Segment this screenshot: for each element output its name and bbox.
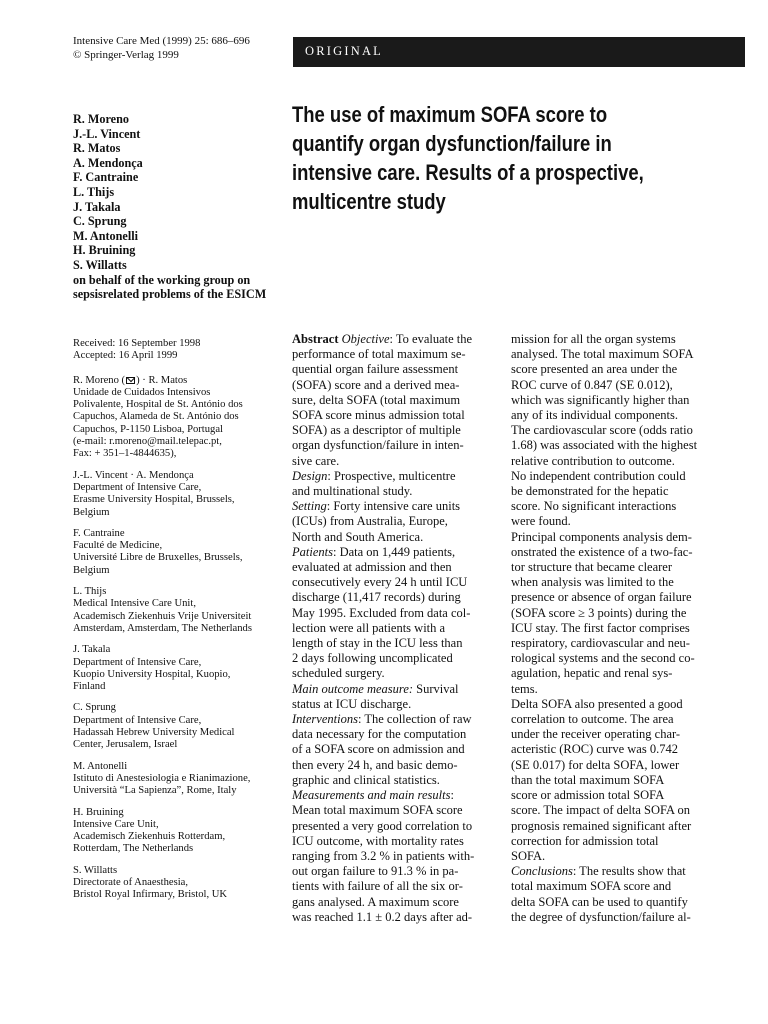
abstract-text: out organ failure to 91.3 % in pa- — [292, 864, 459, 879]
affiliation-line: Amsterdam, Amsterdam, The Netherlands — [73, 622, 252, 634]
abstract-line — [292, 545, 502, 560]
abstract-text: (SOFA score ≥ 3 points) during the — [511, 605, 687, 620]
abstract-line — [292, 530, 502, 545]
abstract-line — [511, 347, 721, 362]
abstract-text: : The collection of raw — [357, 712, 472, 727]
abstract-line — [511, 590, 721, 605]
abstract-text: presented a very good correlation to — [292, 818, 473, 833]
abstract-text: North and South America. — [292, 529, 424, 544]
abstract-text: any of its individual components. — [511, 408, 678, 423]
affiliation-authors: L. Thijs — [73, 586, 107, 598]
abstract-text: onstrated the existence of a two-fac- — [511, 544, 693, 559]
abstract-line — [511, 651, 721, 666]
affiliation-line: Rotterdam, The Netherlands — [73, 843, 194, 855]
abstract-text: then every 24 h, and basic demo- — [292, 757, 458, 772]
abstract-line — [292, 514, 502, 529]
abstract-line — [511, 454, 721, 469]
title-line: quantify organ dysfunction/failure in — [292, 131, 612, 156]
affiliation-authors: J.-L. Vincent · A. Mendonça — [73, 469, 194, 481]
abstract-line — [292, 666, 502, 681]
abstract-subheading: Main outcome measure: — [292, 681, 414, 696]
abstract-subheading: Design — [292, 468, 328, 483]
abstract-text: mission for all the organ systems — [511, 332, 676, 346]
correspondence-line: (e-mail: r.moreno@mail.telepac.pt, — [73, 436, 222, 448]
correspondence-block — [73, 375, 288, 461]
abstract-text: tor structure that became clearer — [511, 560, 673, 575]
envelope-icon — [126, 377, 135, 384]
abstract-text: May 1995. Excluded from data col- — [292, 605, 471, 620]
affiliation-block — [73, 644, 288, 693]
abstract-text: (SOFA) score and a derived mea- — [292, 377, 460, 392]
abstract-text: 1.68) was associated with the highest — [511, 438, 698, 453]
abstract-subheading: Setting — [292, 499, 327, 514]
abstract-line — [292, 910, 502, 925]
affiliation-block — [73, 702, 288, 751]
abstract-text: under the receiver operating char- — [511, 727, 681, 742]
abstract-text: when analysis was limited to the — [511, 575, 674, 590]
affiliation-line: Medical Intensive Care Unit, — [73, 598, 196, 610]
abstract-heading: Abstract — [292, 332, 342, 346]
section-label: ORIGINAL — [305, 44, 384, 58]
abstract-text: quential organ failure assessment — [292, 362, 459, 377]
abstract-text: : The results show that — [572, 864, 686, 879]
abstract-text: scheduled surgery. — [292, 666, 385, 681]
abstract-text: presence or absence of organ failure — [511, 590, 692, 605]
affiliation-line: Faculté de Medicine, — [73, 540, 163, 552]
affiliation-authors: F. Cantraine — [73, 527, 125, 539]
abstract-text: (ICUs) from Australia, Europe, — [292, 514, 448, 529]
abstract-line — [511, 727, 721, 742]
abstract-line — [511, 910, 721, 925]
abstract-text: be demonstrated for the hepatic — [511, 484, 669, 499]
abstract-text: ROC curve of 0.847 (SE 0.012), — [511, 377, 673, 392]
affiliation-line: Bristol Royal Infirmary, Bristol, UK — [73, 889, 228, 901]
author-name: sepsisrelated problems of the ESICM — [73, 287, 267, 302]
abstract-text: : — [450, 788, 454, 803]
abstract-text: was reached 1.1 ± 0.2 days after ad- — [292, 909, 473, 924]
abstract-line — [292, 879, 502, 894]
abstract-line — [292, 332, 502, 347]
abstract-line — [511, 666, 721, 681]
abstract-text: relative contribution to outcome. — [511, 453, 675, 468]
author-name: F. Cantraine — [73, 170, 139, 185]
affiliation-line: Istituto di Anestesiologia e Rianimazione, — [73, 772, 251, 784]
abstract-line — [511, 514, 721, 529]
abstract-text: agulation, hepatic and renal sys- — [511, 666, 673, 681]
abstract-line — [511, 758, 721, 773]
author-name: J.-L. Vincent — [73, 126, 141, 141]
abstract-line — [292, 347, 502, 362]
title-line: intensive care. Results of a prospective, — [292, 160, 644, 185]
abstract-line — [511, 545, 721, 560]
abstract-line — [292, 590, 502, 605]
author-name: R. Matos — [73, 141, 121, 156]
abstract-line — [292, 651, 502, 666]
abstract-line — [292, 408, 502, 423]
author-name: L. Thijs — [73, 184, 115, 199]
abstract-text: tems. — [511, 681, 538, 696]
abstract-line — [292, 727, 502, 742]
abstract-text: prognosis remained significant after — [511, 818, 692, 833]
affiliation-authors: J. Takala — [73, 644, 111, 656]
abstract-text: score. No significant interactions — [511, 499, 677, 514]
abstract-line — [292, 393, 502, 408]
abstract-line — [292, 378, 502, 393]
abstract-line — [292, 895, 502, 910]
abstract-subheading: Objective — [341, 332, 390, 346]
abstract-line — [292, 773, 502, 788]
title-line: multicentre study — [292, 189, 446, 214]
abstract-text: organ dysfunction/failure in inten- — [292, 438, 464, 453]
abstract-line — [511, 484, 721, 499]
abstract-line — [511, 788, 721, 803]
article-title — [292, 100, 653, 216]
abstract-line — [511, 499, 721, 514]
abstract-subheading: Measurements and main results — [292, 788, 451, 803]
abstract-text: Delta SOFA also presented a good — [511, 696, 683, 711]
affiliation-line: Department of Intensive Care, — [73, 714, 202, 726]
abstract-line — [511, 408, 721, 423]
author-name: J. Takala — [73, 199, 121, 214]
affiliation-line: Academisch Ziekenhuis Rotterdam, — [73, 831, 226, 843]
abstract-text: gans analysed. A maximum score — [292, 894, 459, 909]
abstract-line — [292, 758, 502, 773]
affiliation-line: Belgium — [73, 564, 110, 576]
abstract-line — [511, 849, 721, 864]
abstract-line — [292, 682, 502, 697]
affiliation-line: Université Libre de Bruxelles, Brussels, — [73, 552, 243, 564]
abstract-text: than the total maximum SOFA — [511, 772, 665, 787]
abstract-text: ranging from 3.2 % in patients with- — [292, 848, 475, 863]
abstract-line — [292, 575, 502, 590]
abstract-text: : Data on 1,449 patients, — [332, 544, 456, 559]
affiliation-line: Center, Jerusalem, Israel — [73, 739, 178, 751]
affiliation-block — [73, 807, 288, 856]
affiliation-line: Academisch Ziekenhuis Vrije Universiteit — [73, 610, 252, 622]
abstract-line — [292, 819, 502, 834]
author-name: on behalf of the working group on — [73, 272, 251, 287]
abstract-line — [511, 864, 721, 879]
abstract-text: consecutively every 24 h until ICU — [292, 575, 468, 590]
abstract-text: SOFA score minus admission total — [292, 408, 465, 423]
abstract-text: sure, delta SOFA (total maximum — [292, 392, 461, 407]
journal-info — [73, 34, 250, 62]
abstract-subheading: Patients — [292, 544, 333, 559]
affiliation-block — [73, 528, 288, 577]
abstract-text: respiratory, cardiovascular and neu- — [511, 636, 690, 651]
abstract-text: : Forty intensive care units — [326, 499, 461, 514]
abstract-text: sive care. — [292, 453, 340, 468]
abstract-text: graphic and clinical statistics. — [292, 772, 440, 787]
abstract-text: the degree of dysfunction/failure al- — [511, 909, 691, 924]
abstract-line — [511, 803, 721, 818]
abstract-line — [292, 712, 502, 727]
affiliation-line: Belgium — [73, 506, 110, 518]
copyright-line: © Springer-Verlag 1999 — [73, 49, 179, 61]
abstract-line — [511, 712, 721, 727]
abstract-text: performance of total maximum se- — [292, 347, 466, 362]
author-list — [73, 112, 288, 302]
abstract-line — [292, 454, 502, 469]
affiliation-line: Hadassah Hebrew University Medical — [73, 727, 235, 739]
abstract-line — [511, 773, 721, 788]
affiliation-block — [73, 761, 288, 798]
abstract-text: ICU stay. The first factor comprises — [511, 620, 690, 635]
abstract-line — [511, 895, 721, 910]
abstract-text: score. The impact of delta SOFA on — [511, 803, 691, 818]
abstract-line — [292, 560, 502, 575]
abstract-line — [511, 469, 721, 484]
abstract-text: of a SOFA score on admission and — [292, 742, 465, 757]
abstract-text: ICU outcome, with mortality rates — [292, 833, 464, 848]
abstract-text: SOFA. — [511, 848, 546, 863]
abstract-text: Survival — [413, 681, 459, 696]
abstract-line — [511, 575, 721, 590]
abstract-text: and multinational study. — [292, 484, 413, 499]
affiliation-line: Department of Intensive Care, — [73, 481, 202, 493]
abstract-line — [292, 742, 502, 757]
abstract-text: length of stay in the ICU less than — [292, 636, 463, 651]
abstract-line — [511, 423, 721, 438]
abstract-text: No independent contribution could — [511, 468, 686, 483]
author-name: S. Willatts — [73, 257, 127, 272]
affiliation-line: Department of Intensive Care, — [73, 656, 202, 668]
abstract-text: which was significantly higher than — [511, 392, 690, 407]
abstract-line — [292, 636, 502, 651]
abstract-text: : Prospective, multicentre — [327, 468, 456, 483]
abstract-line — [511, 621, 721, 636]
abstract-text: total maximum SOFA score and — [511, 879, 672, 894]
abstract-line — [511, 742, 721, 757]
abstract-text: tients with failure of all the six or- — [292, 879, 463, 894]
abstract-line — [511, 438, 721, 453]
correspondence-line: Capuchos, P-1150 Lisboa, Portugal — [73, 423, 223, 435]
abstract-line — [292, 621, 502, 636]
abstract-text: (SE 0.017) for delta SOFA, lower — [511, 757, 680, 772]
abstract-text: correction for admission total — [511, 833, 659, 848]
abstract-line — [292, 803, 502, 818]
abstract-subheading: Conclusions — [511, 864, 573, 879]
abstract-text: rological systems and the second co- — [511, 651, 695, 666]
affiliation-authors: M. Antonelli — [73, 760, 128, 772]
abstract-text: score or admission total SOFA — [511, 788, 665, 803]
abstract-text: status at ICU discharge. — [292, 696, 412, 711]
abstract-text: Mean total maximum SOFA score — [292, 803, 463, 818]
affiliation-line: Università “La Sapienza”, Rome, Italy — [73, 785, 237, 797]
abstract-line — [292, 849, 502, 864]
abstract-text: SOFA) as a descriptor of multiple — [292, 423, 461, 438]
abstract-line — [511, 819, 721, 834]
affiliation-block — [73, 865, 288, 902]
affiliation-line: Erasme University Hospital, Brussels, — [73, 494, 235, 506]
abstract-text: evaluated at admission and then — [292, 560, 452, 575]
abstract-text: were found. — [511, 514, 571, 529]
author-name: C. Sprung — [73, 214, 127, 229]
correspondence-line: Polivalente, Hospital de St. António dos — [73, 399, 243, 411]
affiliation-authors: H. Bruining — [73, 806, 124, 818]
abstract-line — [511, 393, 721, 408]
title-line: The use of maximum SOFA score to — [292, 102, 608, 127]
abstract-line — [511, 378, 721, 393]
abstract-line — [511, 560, 721, 575]
abstract-text: discharge (11,417 records) during — [292, 590, 461, 605]
abstract-text: Principal components analysis dem- — [511, 529, 692, 544]
section-banner — [293, 37, 745, 67]
abstract-line — [292, 499, 502, 514]
affiliation-line: Directorate of Anaesthesia, — [73, 876, 189, 888]
abstract-text: : To evaluate the — [389, 332, 473, 346]
abstract-line — [292, 788, 502, 803]
abstract-text: delta SOFA can be used to quantify — [511, 894, 688, 909]
journal-citation: Intensive Care Med (1999) 25: 686–696 — [73, 35, 250, 47]
author-name: R. Moreno — [73, 112, 129, 126]
abstract-text: analysed. The total maximum SOFA — [511, 347, 694, 362]
affiliation-authors: C. Sprung — [73, 702, 116, 714]
abstract-line — [292, 834, 502, 849]
correspondence-line: Capuchos, Alameda de St. António dos — [73, 411, 239, 423]
abstract-line — [292, 864, 502, 879]
accepted-date: Accepted: 16 April 1999 — [73, 350, 178, 362]
abstract-text: The cardiovascular score (odds ratio — [511, 423, 693, 438]
affiliation-line: Finland — [73, 681, 106, 693]
affiliation-line: Kuopio University Hospital, Kuopio, — [73, 668, 231, 680]
abstract-text: lection were all patients with a — [292, 620, 446, 635]
abstract-line — [511, 879, 721, 894]
affiliation-line: Intensive Care Unit, — [73, 818, 159, 830]
abstract-text: acteristic (ROC) curve was 0.742 — [511, 742, 678, 757]
article-meta — [73, 338, 288, 902]
abstract-line — [511, 530, 721, 545]
abstract-line — [292, 362, 502, 377]
abstract-line — [511, 332, 721, 347]
correspondence-line: Fax: + 351–1-4844635), — [73, 448, 177, 460]
abstract-line — [511, 606, 721, 621]
abstract-line — [292, 423, 502, 438]
author-name: M. Antonelli — [73, 228, 139, 243]
author-name: H. Bruining — [73, 243, 136, 258]
abstract-line — [511, 362, 721, 377]
affiliation-list — [73, 470, 288, 902]
abstract-line — [292, 484, 502, 499]
abstract-text: correlation to outcome. The area — [511, 712, 674, 727]
abstract-line — [292, 469, 502, 484]
affiliation-block — [73, 586, 288, 635]
affiliation-block — [73, 470, 288, 519]
correspondence-names: R. Moreno ( ) · R. Matos — [73, 374, 188, 386]
abstract-line — [511, 697, 721, 712]
abstract-text: 2 days following uncomplicated — [292, 651, 453, 666]
abstract-line — [292, 697, 502, 712]
abstract-line — [292, 606, 502, 621]
abstract-line — [511, 636, 721, 651]
abstract-column-2 — [511, 332, 721, 925]
abstract-line — [511, 682, 721, 697]
abstract-line — [511, 834, 721, 849]
correspondence-line: Unidade de Cuidados Intensivos — [73, 386, 211, 398]
affiliation-authors: S. Willatts — [73, 864, 118, 876]
abstract-text: score presented an area under the — [511, 362, 678, 377]
abstract-text: data necessary for the computation — [292, 727, 467, 742]
abstract-subheading: Interventions — [292, 712, 358, 727]
abstract-line — [292, 438, 502, 453]
author-name: A. Mendonça — [73, 155, 143, 170]
received-date: Received: 16 September 1998 — [73, 338, 201, 349]
abstract-column-1 — [292, 332, 502, 925]
